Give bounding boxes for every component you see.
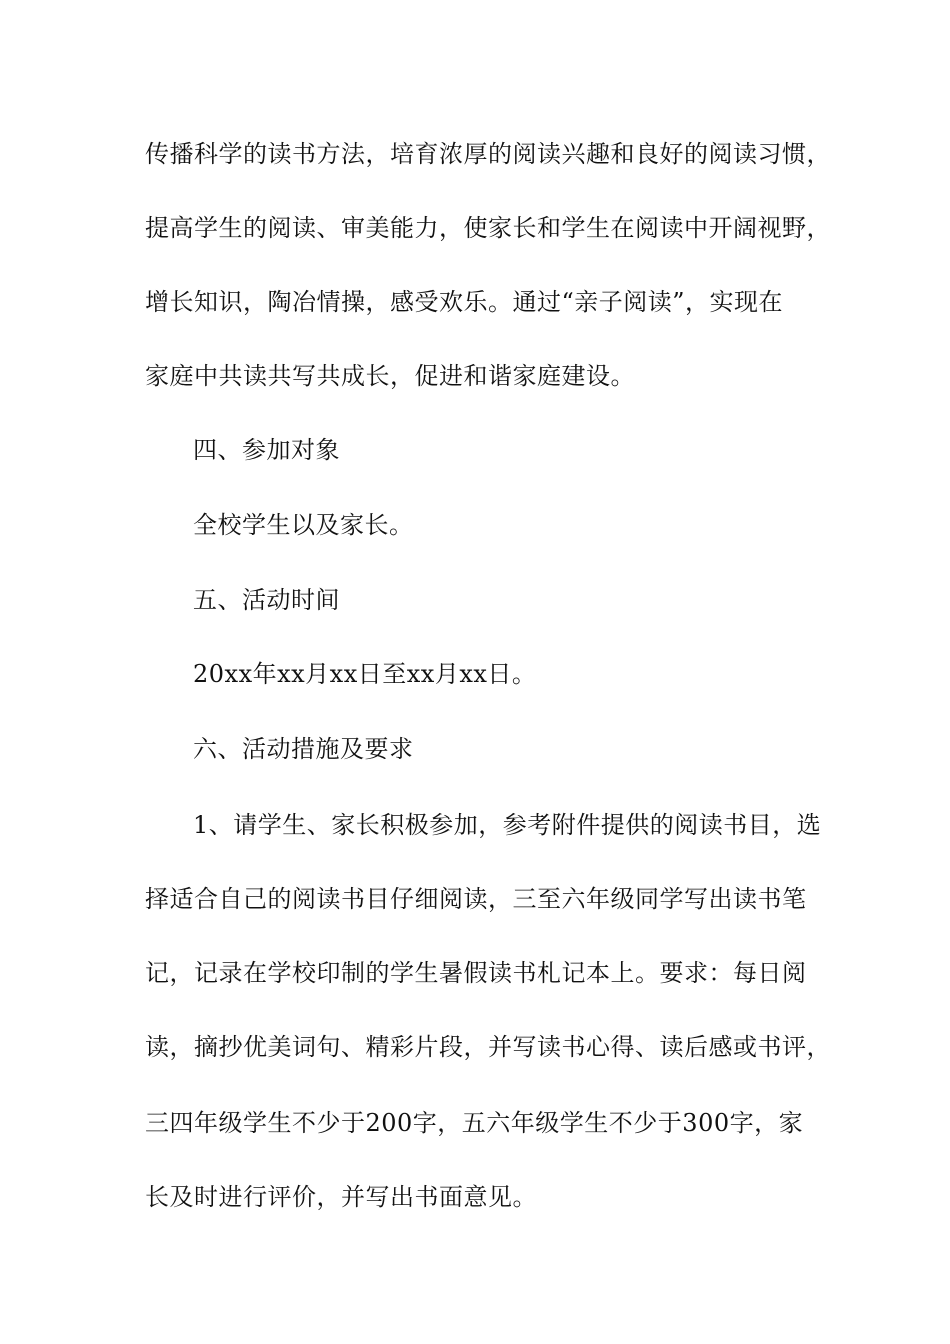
paragraph-line: 传播科学的读书方法，培育浓厚的阅读兴趣和良好的阅读习惯，: [145, 140, 831, 168]
paragraph-line: 1、请学生、家长积极参加，参考附件提供的阅读书目，选: [193, 811, 822, 839]
paragraph-line: 20xx年xx月xx日至xx月xx日。: [193, 660, 537, 688]
paragraph-line: 长及时进行评价，并写出书面意见。: [145, 1183, 537, 1211]
paragraph-line: 增长知识，陶冶情操，感受欢乐。通过“亲子阅读”，实现在: [145, 288, 784, 316]
section-heading: 六、活动措施及要求: [193, 735, 414, 763]
section-heading: 四、参加对象: [193, 436, 340, 464]
paragraph-line: 提高学生的阅读、审美能力，使家长和学生在阅读中开阔视野，: [145, 214, 831, 242]
paragraph-line: 记，记录在学校印制的学生暑假读书札记本上。要求：每日阅: [145, 959, 807, 987]
paragraph-line: 全校学生以及家长。: [193, 511, 414, 539]
paragraph-line: 择适合自己的阅读书目仔细阅读，三至六年级同学写出读书笔: [145, 885, 807, 913]
paragraph-line: 读，摘抄优美词句、精彩片段，并写读书心得、读后感或书评，: [145, 1033, 831, 1061]
paragraph-line: 三四年级学生不少于200字，五六年级学生不少于300字，家: [145, 1109, 804, 1137]
section-heading: 五、活动时间: [193, 586, 340, 614]
paragraph-line: 家庭中共读共写共成长，促进和谐家庭建设。: [145, 362, 635, 390]
